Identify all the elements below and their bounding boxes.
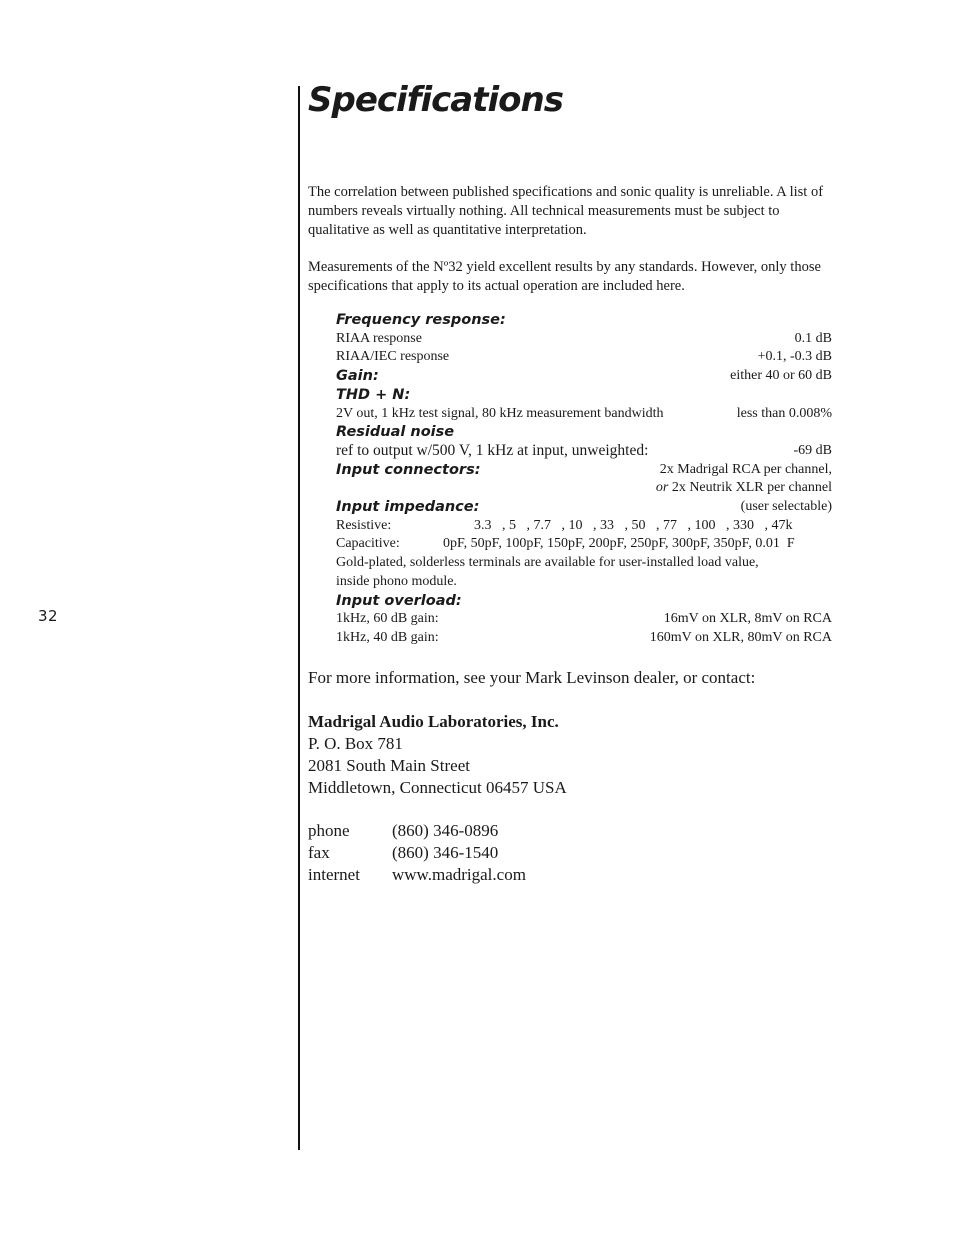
input-connectors-value-1: 2x Madrigal RCA per channel, bbox=[659, 461, 832, 477]
riaa-response-row bbox=[336, 330, 832, 349]
fax-label: fax bbox=[308, 843, 330, 862]
riaa-response-label: RIAA response bbox=[336, 330, 422, 346]
gain-heading: Gain: bbox=[336, 368, 379, 385]
overload-40db-label: 1kHz, 40 dB gain: bbox=[336, 629, 439, 645]
fax-row bbox=[308, 842, 526, 864]
vertical-rule bbox=[298, 86, 300, 1150]
overload-60db-value: 16mV on XLR, 8mV on RCA bbox=[663, 611, 832, 627]
capacitive-row bbox=[336, 535, 832, 554]
riaa-iec-response-value: +0.1, -0.3 dB bbox=[757, 349, 832, 365]
contact-details bbox=[308, 820, 526, 886]
or-text: or bbox=[655, 480, 669, 496]
address-line-2: 2081 South Main Street bbox=[308, 756, 470, 775]
overload-row-60db bbox=[336, 610, 832, 629]
overload-40db-value: 160mV on XLR, 80mV on RCA bbox=[649, 629, 832, 645]
overload-row-40db bbox=[336, 629, 832, 648]
specifications-list bbox=[336, 311, 832, 648]
overload-60db-label: 1kHz, 60 dB gain: bbox=[336, 611, 439, 627]
gain-value: either 40 or 60 dB bbox=[730, 368, 832, 384]
address-line-1: P. O. Box 781 bbox=[308, 734, 403, 753]
input-impedance-row bbox=[336, 498, 832, 517]
residual-noise-heading: Residual noise bbox=[336, 424, 455, 441]
input-impedance-heading: Input impedance: bbox=[336, 499, 480, 516]
resistive-row bbox=[336, 517, 832, 536]
gain-row bbox=[336, 367, 832, 386]
input-connectors-heading: Input connectors: bbox=[336, 461, 481, 478]
residual-noise-row bbox=[336, 442, 832, 461]
input-connectors-row bbox=[336, 461, 832, 480]
riaa-iec-response-label: RIAA/IEC response bbox=[336, 349, 450, 365]
thd-label: 2V out, 1 kHz test signal, 80 kHz measurement bandwidth bbox=[336, 405, 664, 421]
thd-heading: THD + N: bbox=[336, 386, 411, 403]
residual-noise-value: -69 dB bbox=[793, 442, 832, 458]
phone-number: (860) 346-0896 bbox=[392, 821, 499, 840]
input-impedance-note: (user selectable) bbox=[740, 499, 832, 515]
resistive-label: Resistive: bbox=[336, 517, 392, 533]
terminals-note-1: Gold-plated, solderless terminals are available for user-installed load value, bbox=[336, 555, 759, 571]
thd-value: less than 0.008% bbox=[736, 405, 832, 421]
website-url: www.madrigal.com bbox=[392, 865, 526, 884]
resistive-values: 3.3 , 5 , 7.7 , 10 , 33 , 50 , 77 , 100 , 330 , 47k bbox=[474, 517, 793, 533]
page-number: 32 bbox=[38, 607, 59, 625]
intro-paragraph-2: Measurements of the Nº32 yield excellent results by any standards. However, only those specifications that apply to its actual operation are included here. bbox=[308, 259, 821, 294]
residual-noise-label: ref to output w/500 V, 1 kHz at input, unweighted: bbox=[336, 441, 649, 459]
input-connectors-row-2 bbox=[336, 479, 832, 498]
riaa-iec-response-row bbox=[336, 348, 832, 367]
address-line-3: Middletown, Connecticut 06457 USA bbox=[308, 778, 567, 797]
capacitive-values: 0pF, 50pF, 100pF, 150pF, 200pF, 250pF, 300pF, 350pF, 0.01 F bbox=[443, 536, 795, 552]
page-title: Specifications bbox=[308, 80, 563, 120]
internet-row bbox=[308, 864, 526, 886]
address-block bbox=[308, 711, 567, 799]
capacitive-label: Capacitive: bbox=[336, 536, 400, 552]
frequency-response-heading: Frequency response: bbox=[336, 312, 506, 328]
input-connectors-value-2: 2x Neutrik XLR per channel bbox=[671, 480, 832, 496]
terminals-note-2: inside phono module. bbox=[336, 573, 457, 589]
company-name: Madrigal Audio Laboratories, Inc. bbox=[308, 712, 559, 731]
thd-row bbox=[336, 405, 832, 424]
riaa-response-value: 0.1 dB bbox=[794, 330, 832, 346]
phone-row bbox=[308, 820, 526, 842]
input-overload-heading: Input overload: bbox=[336, 592, 462, 609]
contact-intro: For more information, see your Mark Levinson dealer, or contact: bbox=[308, 668, 756, 687]
internet-label: internet bbox=[308, 865, 360, 884]
fax-number: (860) 346-1540 bbox=[392, 843, 499, 862]
intro-paragraph-1: The correlation between published specifications and sonic quality is unreliable. A list of numbers reveals virtually nothing. All technical measurements must be subject to qualitative as well as quantitative interpretation. bbox=[308, 184, 824, 238]
phone-label: phone bbox=[308, 821, 350, 840]
